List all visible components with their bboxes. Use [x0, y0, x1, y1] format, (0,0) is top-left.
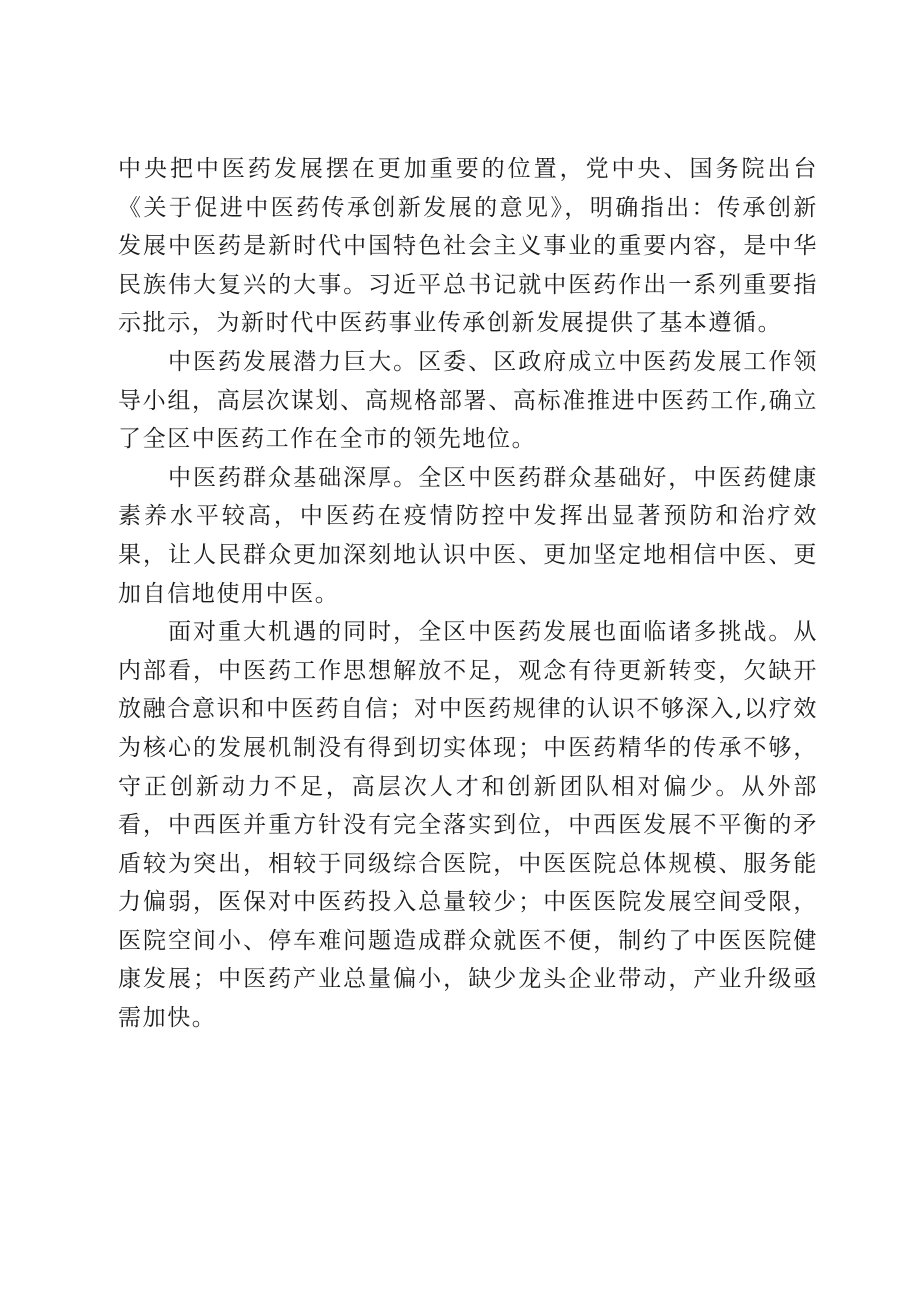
paragraph-1: 中央把中医药发展摆在更加重要的位置，党中央、国务院出台《关于促进中医药传承创新发展的意见》，明确指出：传承创新发展中医药是新时代中国特色社会主义事业的重要内容，是中华民族伟大复兴的大事。习近平总书记就中医药作出一系列重要指示批示，为新时代中医药事业传承创新发展提供了基本遵循。 — [118, 156, 818, 337]
paragraph-3: 中医药群众基础深厚。全区中医药群众基础好，中医药健康素养水平较高，中医药在疫情防控中发挥出显著预防和治疗效果，让人民群众更加深刻地认识中医、更加坚定地相信中医、更加自信地使用中医。 — [118, 464, 818, 607]
document-body — [118, 150, 818, 1038]
paragraph-4: 面对重大机遇的同时，全区中医药发展也面临诸多挑战。从内部看，中医药工作思想解放不足，观念有待更新转变，欠缺开放融合意识和中医药自信；对中医药规律的认识不够深入,以疗效为核心的发展机制没有得到切实体现；中医药精华的传承不够，守正创新动力不足，高层次人才和创新团队相对偏少。从外部看，中西医并重方针没有完全落实到位，中西医发展不平衡的矛盾较为突出，相较于同级综合医院，中医医院总体规模、服务能力偏弱，医保对中医药投入总量较少；中医医院发展空间受限，医院空间小、停车难问题造成群众就医不便，制约了中医医院健康发展；中医药产业总量偏小，缺少龙头企业带动，产业升级亟需加快。 — [118, 619, 818, 1032]
paragraph-2: 中医药发展潜力巨大。区委、区政府成立中医药发展工作领导小组，高层次谋划、高规格部署、高标准推进中医药工作,确立了全区中医药工作在全市的领先地位。 — [118, 348, 818, 453]
